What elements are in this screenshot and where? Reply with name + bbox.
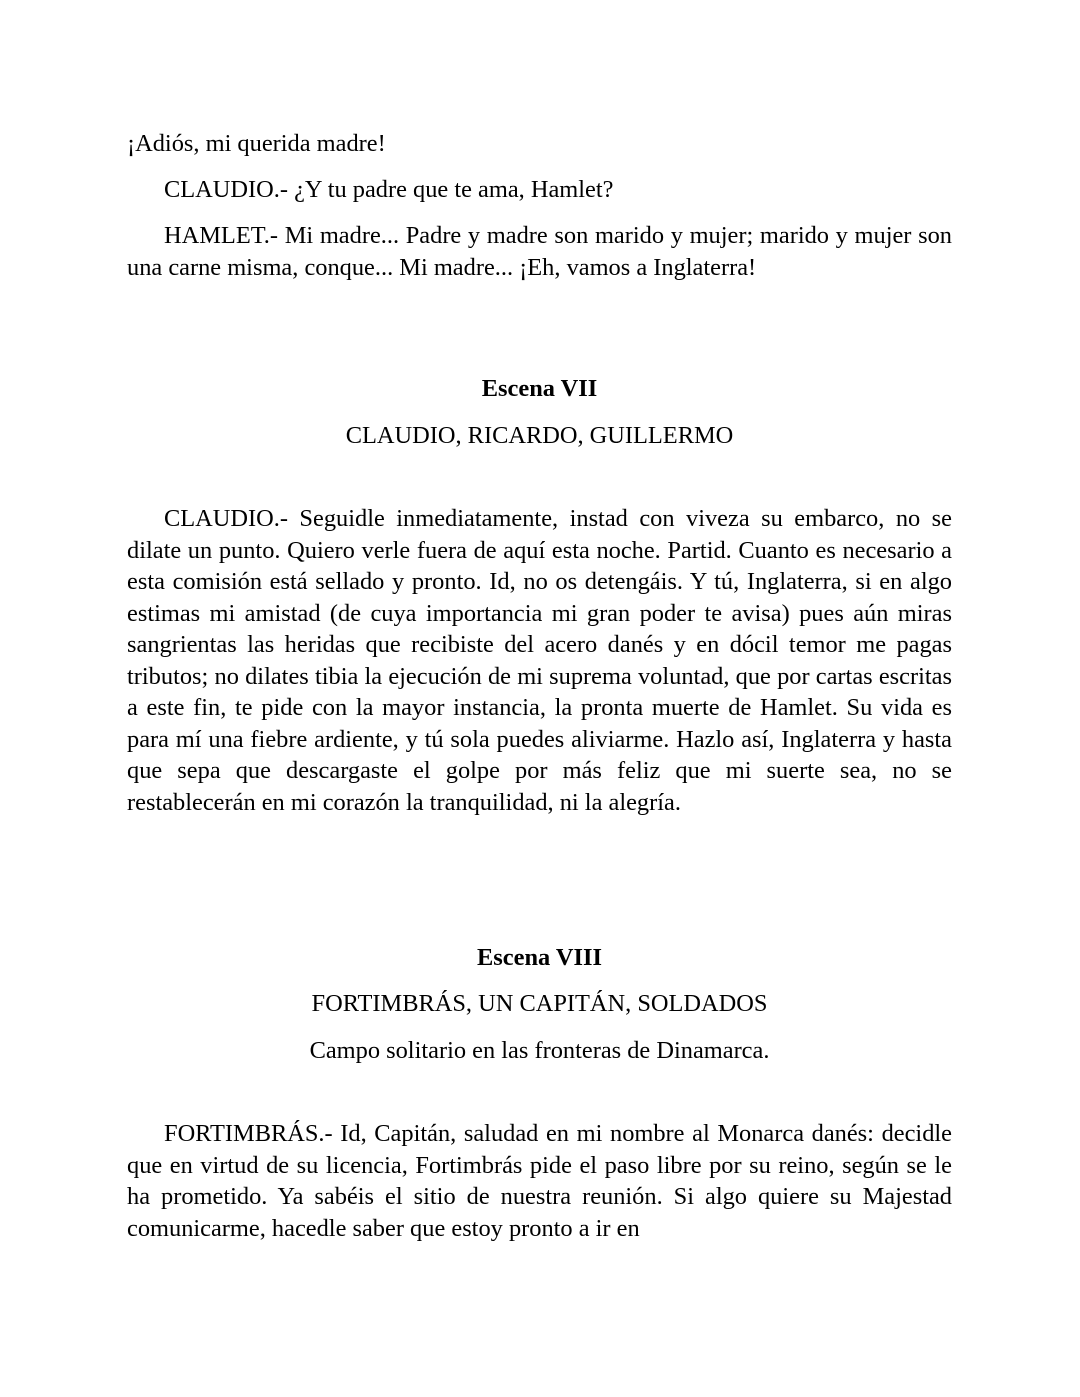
scene-8-fortimbras-speech: FORTIMBRÁS.- Id, Capitán, saludad en mi nombre al Monarca danés: decidle que en virtud de su licencia, Fortimbrás pide el paso libre por su reino, según se le ha prometido. Ya sabéis el sitio de nuestra reunión. Si algo quiere su Majestad comunicarme, hacedle saber que estoy pronto a ir en bbox=[127, 1120, 952, 1242]
scene-7-heading: Escena VII bbox=[481, 375, 598, 402]
paragraph-claudio-line: CLAUDIO.- ¿Y tu padre que te ama, Hamlet? bbox=[164, 176, 614, 203]
scene-8-setting: Campo solitario en las fronteras de Dinamarca. bbox=[309, 1037, 770, 1064]
paragraph-farewell: ¡Adiós, mi querida madre! bbox=[127, 130, 386, 157]
scene-7-claudio-speech: CLAUDIO.- Seguidle inmediatamente, instad con viveza su embarco, no se dilate un punto. Quiero verle fuera de aquí esta noche. Partid. Cuanto es necesario a esta comisión está sellado y pronto. Id, no os detengáis. Y tú, Inglaterra, si en algo estimas mi amistad (de cuya importancia mi gran poder te avisa) pues aún miras sangrientas las heridas que recibiste del acero danés y en dócil temor me pagas tributos; no dilates tibia la ejecución de mi suprema voluntad, que por cartas escritas a este fin, te pide con la mayor instancia, la pronta muerte de Hamlet. Su vida es para mí una fiebre ardiente, y tú sola puedes aliviarme. Hazlo así, Inglaterra y hasta que sepa que descargaste el golpe por más feliz que mi suerte sea, no se restablecerán en mi corazón la tranquilidad, ni la alegría. bbox=[127, 505, 952, 816]
scene-7-characters: CLAUDIO, RICARDO, GUILLERMO bbox=[345, 422, 734, 449]
scene-8-characters: FORTIMBRÁS, UN CAPITÁN, SOLDADOS bbox=[311, 990, 768, 1017]
paragraph-hamlet-line: HAMLET.- Mi madre... Padre y madre son marido y mujer; marido y mujer son una carne misma, conque... Mi madre... ¡Eh, vamos a Inglaterra! bbox=[127, 222, 952, 281]
scene-8-heading: Escena VIII bbox=[477, 944, 602, 971]
